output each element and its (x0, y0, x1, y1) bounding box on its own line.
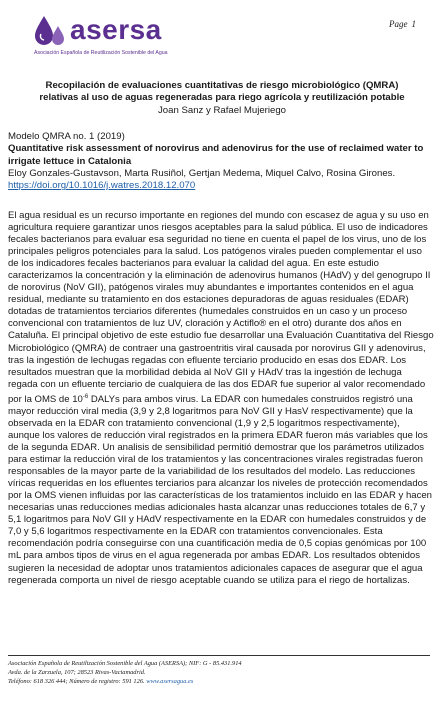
document-authors: Joan Sanz y Rafael Mujeriego (158, 104, 286, 116)
page-label: Page (389, 19, 408, 29)
footer (8, 659, 242, 686)
abstract-exponent: -6 (82, 393, 89, 400)
document-title-block (20, 80, 424, 117)
paper-title: Quantitative risk assessment of norovirus and adenovirus for the use of reclaimed water to irrigate lettuce in Catalonia (8, 143, 424, 167)
website-link[interactable]: www.asersagua.es (146, 678, 194, 685)
abstract-paragraph (8, 210, 434, 587)
document-title-line-1: Recopilación de evaluaciones cuantitativas de riesgo microbiológico (QMRA) (45, 80, 399, 91)
footer-address-line: Avda. de la Zarzuela, 107; 28523 Rivas-Vaciamadrid. (8, 669, 146, 676)
doi-link[interactable]: https://doi.org/10.1016/j.watres.2018.12.070 (8, 180, 196, 192)
footer-contact-line (8, 677, 242, 686)
asersa-logo (30, 10, 190, 62)
water-drops-icon (32, 12, 70, 50)
paper-authors: Eloy Gonzales-Gustavson, Marta Rusiñol, Gertjan Medema, Miquel Calvo, Rosina Girones. (8, 167, 396, 179)
document-title-line-2: relativas al uso de aguas regeneradas para riego agrícola y reutilización potable (39, 92, 405, 104)
abstract-text-part-2: DALYs para ambos virus. La EDAR con humedales construidos registró una mayor reducción viral media (3,9 y 2,8 logaritmos para NoV GII y HasV respectivamente) que la observada en la EDAR con tratamiento convencional (1,9 y 2,5 logaritmos respectivamente), aunque los valores de reducción viral registrados en la primera EDAR fueron más variables que los de la segunda EDAR. Un analisis de sensibilidad permitió demostrar que los parámetros utilizados para estimar la reducción viral de los tratamientos y las concentraciones virales registradas fueron responsables de la mayor parte de la variabilidad de los resultados del modelo. Las reducciones víricas requeridas en los efluentes terciarios para alcanzar los niveles de protección recomendados por la OMS vienen influidas por las características de los tratamientos incluido en las EDAR y hacen necesarias unas reducciones medias adicionales hasta alcanzar unas reducciones totales de 6,7 y 5,1 logaritmos para NoV GII y HAdV respectivamente en la EDAR con humedales construidos y de 7,0 y 5,6 logaritmos respectivamente en la EDAR con tratamientos convencionales. Esta recomendación podría conseguirse con una cuantificación media de 0,5 copias genómicas por 100 mL para ambos tipos de virus en el agua regenerada por ambas EDAR. Los resultados obtenidos sugieren la necesidad de adoptar unos tratamientos adicionales capaces de asegurar que el agua regenerada comporta un nivel de riesgo aceptable cuando se utiliza para el riego de hortalizas. (8, 393, 432, 586)
logo-wordmark: asersa (70, 14, 162, 45)
page-number-value: 1 (411, 19, 416, 29)
footer-org-line: Asociación Española de Reutilización Sostenible del Agua (ASERSA); NIF: G - 85.431.914 (8, 660, 242, 667)
footer-divider (8, 655, 430, 656)
model-label: Modelo QMRA no. 1 (2019) (8, 131, 125, 142)
page-number (385, 19, 416, 29)
footer-phone-text: Teléfono: 618 326 444; Número de registro: 591 126. (8, 678, 145, 685)
abstract-text-part-1: El agua residual es un recurso importante en regiones del mundo con escasez de agua y su uso en agricultura requiere garantizar unos riesgos aceptables para la salud pública. El uso de indicadores fecales bacterianos para evaluar esa seguridad no tiene en cuenta el papel de los virus, uno de los principales peligros potenciales para la salud. Los patógenos virales pueden complementar el uso de los indicadores fecales bacterianos para evaluar la calidad del agua. En este estudio caracterizamos la concentración y la eliminación de adenovirus humanos (HAdV) y del genogrupo II de norovirus (NoV GII), patógenos virales muy abundantes e importantes contenidos en el agua residual, mediante su tratamiento en dos estaciones depuradoras de aguas residuales (EDAR) dotadas de tratamientos terciarios diferentes (humedales construidos en un caso y un proceso convencional con tratamientos de luz UV, cloración y Actiflo® en el otro) durante dos años en Cataluña. El principal objetivo de este estudio fue desarrollar una Evaluación Cuantitativa del Riesgo Microbiológico (QMRA) de contraer una gastroentritis viral causada por norovirus GII y adenovirus, tras la ingestión de lechugas regadas con efluente terciario producido en esas dos EDAR. Los resultados muestran que la morbilidad debida al NoV GII y HAdV tras la ingestión de lechuga regada con un efluente terciario de cualquiera de las dos EDAR fue superior al valor recomendado por la OMS de 10 (8, 210, 434, 405)
reference-block (8, 131, 436, 192)
logo-subtitle: Asociación Española de Reutilización Sostenible del Agua (34, 50, 168, 56)
